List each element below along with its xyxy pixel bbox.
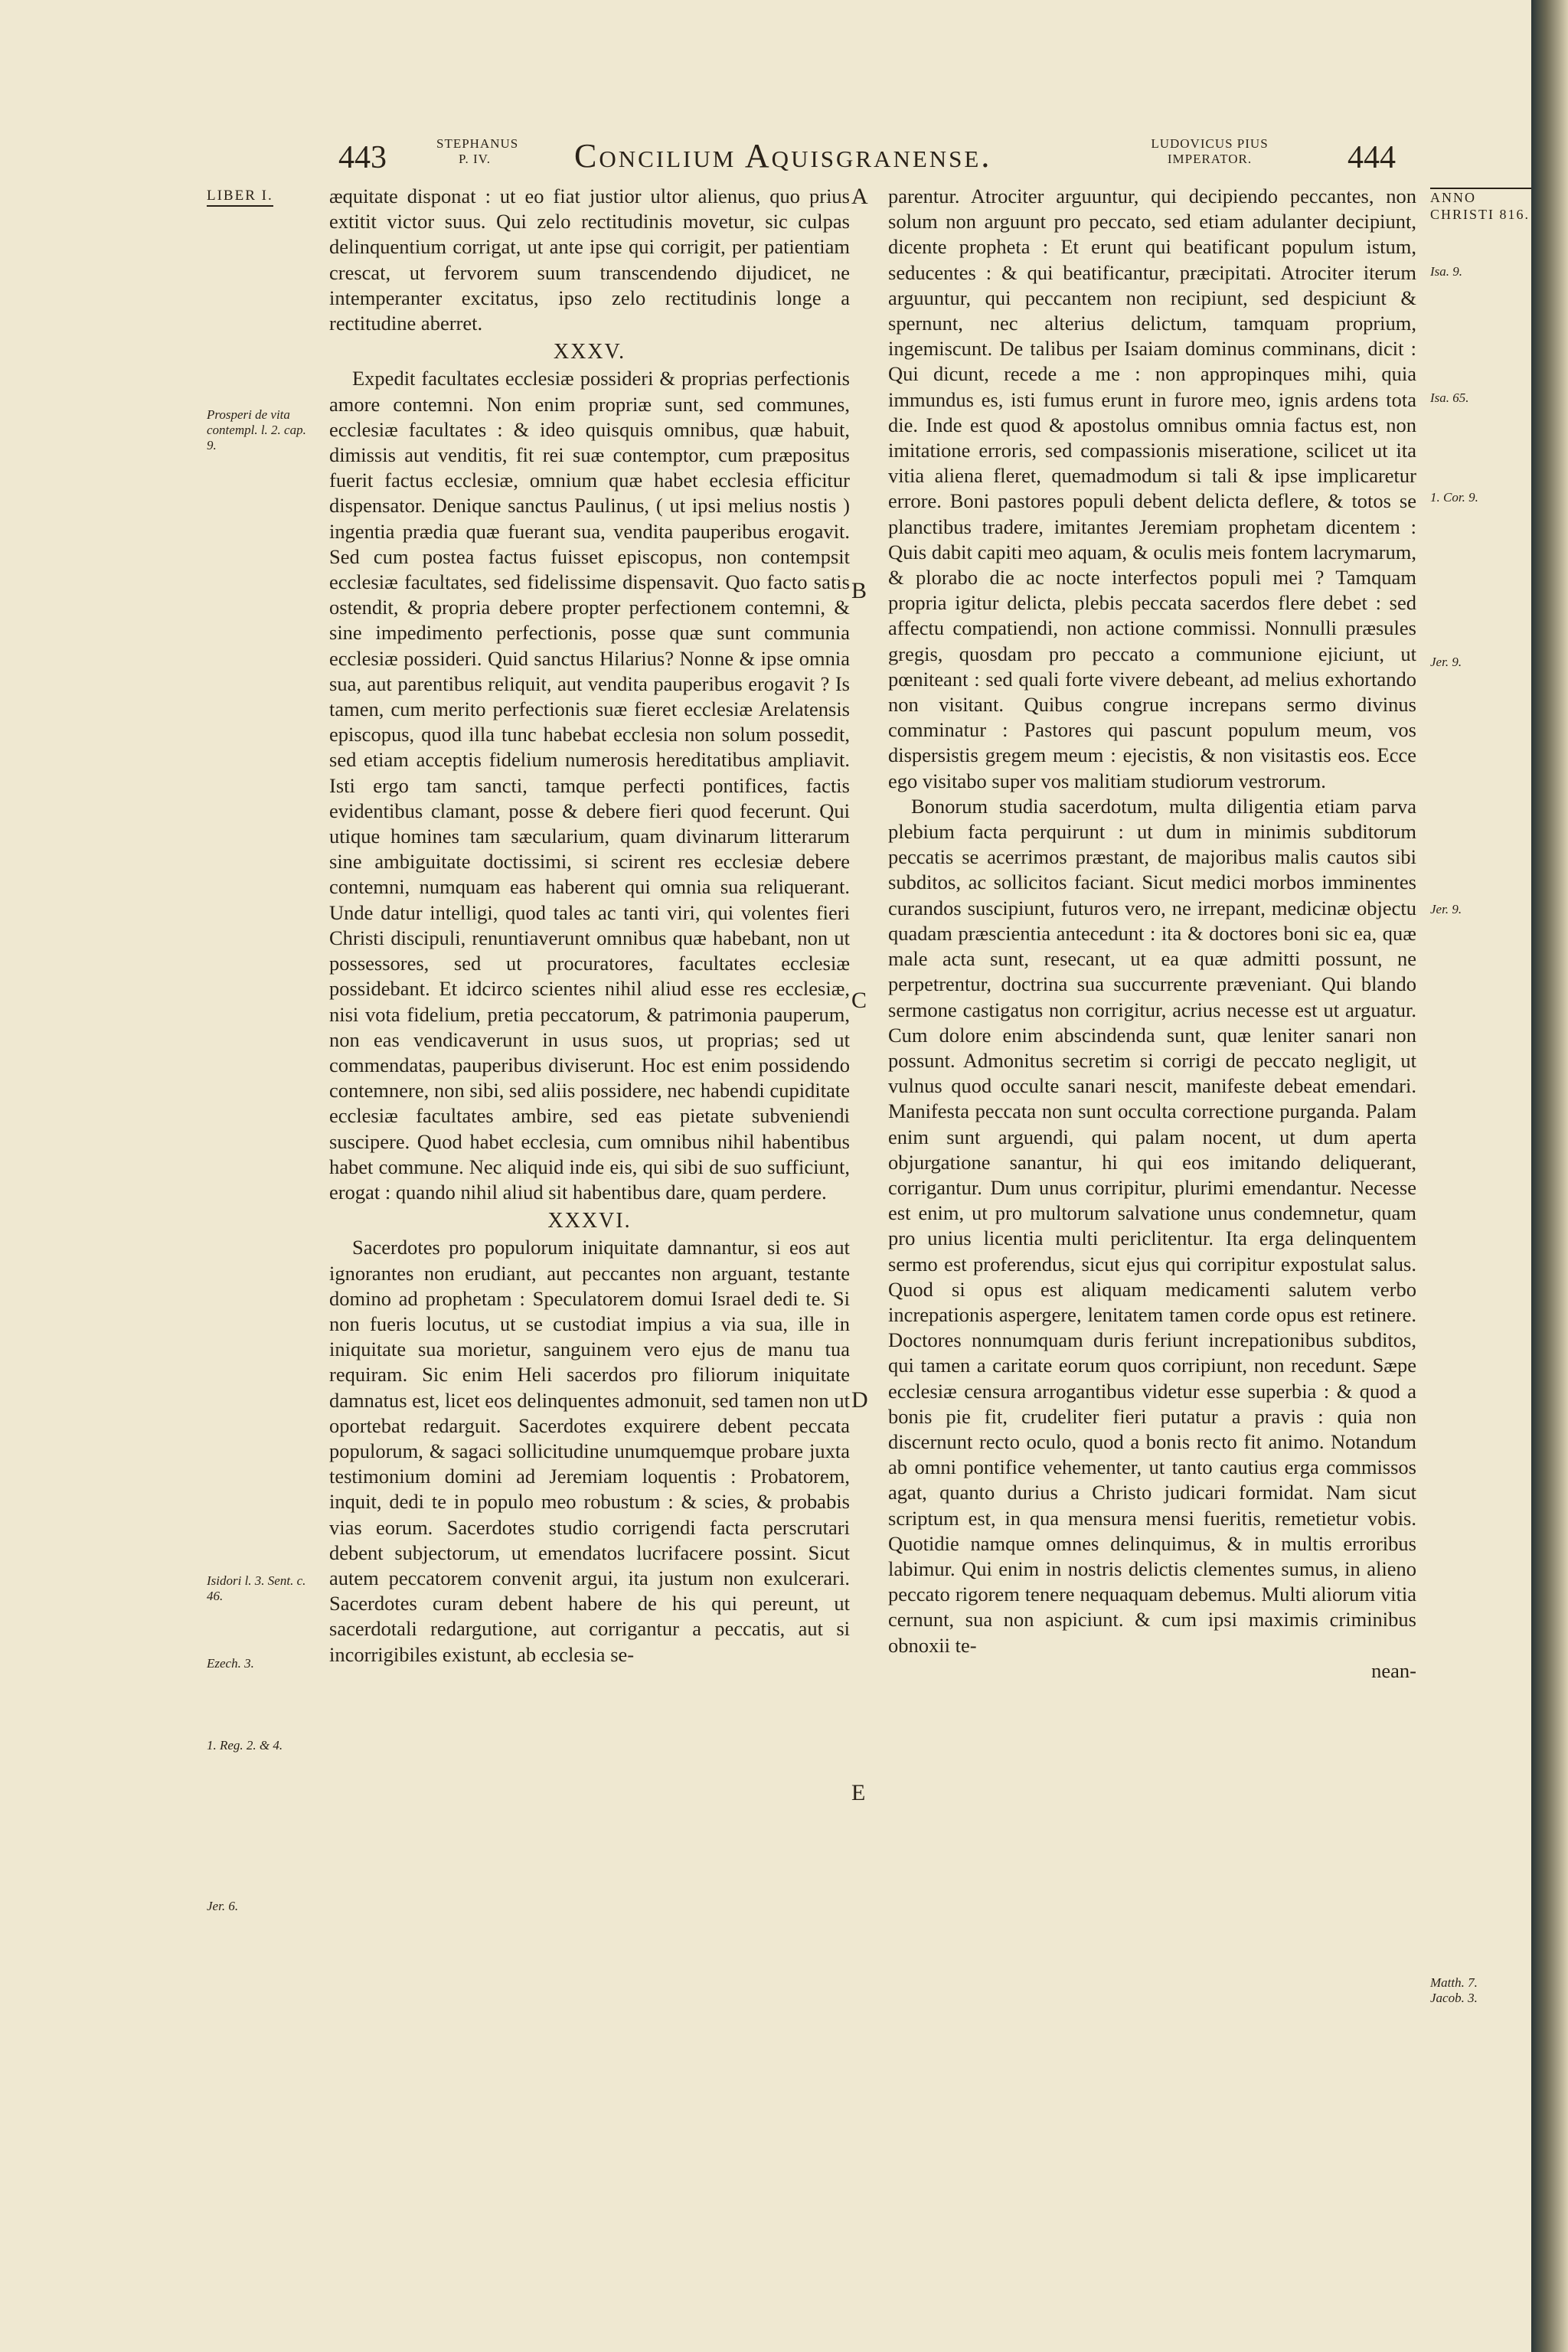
margin-note-isidori: Isidori l. 3. Sent. c. 46.: [207, 1573, 306, 1603]
page-number-left: 443: [338, 140, 387, 175]
right-column: [888, 184, 1416, 1684]
right-paragraph-2: Bonorum studia sacerdotum, multa diligentia etiam parva plebium facta perquirunt : ut dum in minimis subditorum peccatis se acerrimos præstant, de majoribus malis cautos sibi subditos, ac sollicitos faciant. Sicut medici morbos imminentes curandos suscipiunt, futuros vero, ne irrepant, medicinæ objectu quadam præscientia antecedunt : ita & doctores boni sic ea, quæ male acta sunt, resecant, ut ea quæ admitti possunt, ne perpetrentur, doctrina sua succurrente præveniant. Qui blando sermone castigatus non corrigitur, acrius necesse est ut arguatur. Cum dolore enim abscindenda sunt, quæ leniter sanari non possunt. Admonitus secretim si corrigi de peccato negligit, ut vulnus quod occulte sanari nescit, manifeste debeat emendari. Manifesta peccata non sunt occulta correctione purganda. Palam enim sunt arguendi, qui palam nocent, ut dum aperta objurgatione sanantur, hi qui eos imitando deliquerant, corrigantur. Dum unus corripitur, plurimi emendantur. Necesse est enim, ut pro multorum salvatione unus condemnetur, quam pro unius licentia multi periclitentur. Ita erga delinquentem sermo est proferendus, sicut ejus qui corripitur expostulat salus. Quod si opus est aliquam medicamenti salutem verbo increpationis aspergere, lenitatem tamen corde opus est retinere. Doctores nonnumquam duris feriunt increpationibus subditos, qui tamen a caritate eorum quos corripiunt, non recedunt. Sæpe ecclesiæ censura arrogantibus videtur esse superbia : & quod a bonis pie fit, crudeliter fieri putatur a pravis : quia non discernunt recto oculo, quod a bonis recto fit animo. Notandum ab omni pontifice vehementer, ut tanto cautius erga commissos agat, quanto durius a Christo judicari formidat. Nam sicut scriptum est, in qua mensura mensi fueritis, remetietur vobis. Quotidie namque omnes delinquimus, & in multis erroribus labimur. Qui enim in nostris delictis clementes sumus, in alieno peccato rigorem tenere nequaquam debemus. Multi aliorum vitia cernunt, sua non aspiciunt. & cum ipsi maximis criminibus obnoxii te-: [888, 794, 1416, 1657]
margin-note-ezech: Ezech. 3.: [207, 1656, 254, 1671]
left-column: [329, 184, 850, 1668]
margin-note-isa9: Isa. 9.: [1430, 264, 1463, 279]
section-letter-e: E: [851, 1780, 866, 1805]
left-paragraph-xxxvi: Sacerdotes pro populorum iniquitate damnantur, si eos aut ignorantes non erudiant, aut peccantes non arguant, testante domino ad prophetam : Speculatorem domui Israel dedi te. Si non fueris locutus, ut se custodiat impius a via sua, ille in iniquitate sua morietur, sanguinem vero ejus de manu tua requiram. Sic enim Heli sacerdos pro filiorum iniquitate damnatus est, licet eos delinquentes admonuit, sed tamen non ut oportebat redarguit. Sacerdotes exquirere debent peccata populorum, & sagaci sollicitudine unumquemque probare juxta testimonium domini ad Jeremiam loquentis : Probatorem, inquit, dedi te in populo meo robustum : & scies, & probabis vias eorum. Sacerdotes studio corrigendi facta perscrutari debent subjectorum, ut emendatos lucrifacere possint. Sicut autem peccatorem convenit argui, ita justum non exulcerari. Sacerdotes curam debent habere de his qui pereunt, ut sacerdotali redargutione, aut corrigantur a peccatis, aut si incorrigibiles existunt, ab ecclesia se-: [329, 1236, 850, 1666]
margin-note-isa65: Isa. 65.: [1430, 390, 1469, 405]
margin-note-matth: Matth. 7. Jacob. 3.: [1430, 1975, 1478, 2005]
left-paragraph-xxxv: Expedit facultates ecclesiæ possideri & proprias perfectionis amore contemni. Non enim propriæ sunt, sed communes, ecclesiæ facultates : & ideo quisquis omnibus, quæ habuit, dimissis aut venditis, fit rei suæ contemptor, cum præpositus fuerit factus ecclesiæ, omnium quæ habet ecclesia efficitur dispensator. Denique sanctus Paulinus, ( ut ipsi melius nostis ) ingentia prædia quæ fuerant sua, vendita pauperibus erogavit. Sed cum postea factus fuisset episcopus, non contempsit ecclesiæ facultates, sed fidelissime dispensavit. Quo facto satis ostendit, & propria debere propter perfectionem contemni, & sine impedimento perfectionis, posse quæ sunt communia ecclesiæ possideri. Quid sanctus Hilarius? Nonne & ipse omnia sua, aut parentibus reliquit, aut vendita pauperibus erogavit ? Is tamen, cum merito perfectionis suæ fieret ecclesiæ Arelatensis episcopus, quod illa tunc habebat ecclesia non solum possedit, sed etiam acceptis fidelium numerosis hereditatibus ampliavit. Isti ergo tam sancti, tamque perfecti pontifices, factis evidentibus clamant, posse & debere fieri quod fecerunt. Qui utique homines tam sæcularium, quam divinarum litterarum sine ambiguitate doctissimi, si scirent res ecclesiæ debere contemni, numquam eas haberent qui omnia sua reliquerant. Unde datur intelligi, quod tales ac tanti viri, qui volentes fieri Christi discipuli, renuntiaverunt omnibus quæ habebant, non ut possessores, sed ut procuratores, facultates ecclesiæ possidebant. Et idcirco scientes nihil aliud esse res ecclesiæ, nisi vota fidelium, pretia peccatorum, & patrimonia pauperum, non eas vendicaverunt in usus suos, ut proprias; sed ut commendatas, pauperibus diviserunt. Hoc est enim possidendo contemnere, non sibi, sed aliis possidere, nec habendi cupiditate ecclesiæ facultates ambire, sed eas pietate subveniendi suscipere. Quod habet ecclesia, cum omnibus nihil habentibus habet commune. Nec aliquid inde eis, qui sibi de suo sufficiunt, erogat : quando nihil aliud sit habentibus dare, quam perdere.: [329, 367, 850, 1204]
right-paragraph-1: parentur. Atrociter arguuntur, qui decipiendo peccantes, non solum non arguunt pro peccato, sed etiam adulanter decipiunt, dicente propheta : Et erunt qui beatificant populum istum, seducentes : & qui beatificantur, præcipitati. Atrociter iterum arguuntur, qui peccantem non recipiunt, sed despiciunt & spernunt, nec alterius delictum, tamquam proprium, ingemiscunt. De talibus per Isaiam dominus comminans, dicit : Qui dicunt, recede a me : non appropinques mihi, quia immundus es, isti fumus erunt in furore meo, ignis ardens tota die. Inde est quod & apostolus omnibus omnia factus est, non imitatione erroris, sed compassionis miseratione, scilicet ut ita vitia aliena fleret, quemadmodum si tali & ipse implicaretur errore. Boni pastores populi debent delicta deflere, & totos se planctibus tradere, imitantes Jeremiam prophetam dicentem : Quis dabit capiti meo aquam, & oculis meis fontem lacrymarum, & plorabo die ac nocte interfectos populi mei ? Tamquam propria igitur delicta, plebis peccata sacerdos flere debet : sed affectu compatiendi, non actione commissi. Nonnulli præsules gregis, quosdam pro peccato a communione ejiciunt, ut pœniteant : sed quali forte vivere debeant, ad melius exhortando non visitant. Quibus congrue increpans sermo divinus comminatur : Pastores qui pascunt populum meum, vos dispersistis gregem meum : ejecistis, & non visitastis eos. Ecce ego visitabo super vos malitiam studiorum vestrorum.: [888, 185, 1416, 792]
margin-note-cor9: 1. Cor. 9.: [1430, 490, 1478, 505]
catchword: nean-: [1371, 1658, 1416, 1682]
running-head-left: STEPHANUS P. IV.: [436, 136, 519, 166]
page-title: Concilium Aquisgranense.: [574, 137, 992, 175]
section-letter-d: D: [851, 1387, 868, 1413]
margin-note-prosper: Prosperi de vita contempl. l. 2. cap. 9.: [207, 407, 306, 452]
chapter-heading-xxxv: XXXV.: [553, 340, 626, 364]
margin-note-jer9b: Jer. 9.: [1430, 902, 1462, 916]
adjacent-page-edge: [1531, 0, 1568, 2352]
margin-note-jer9a: Jer. 9.: [1430, 655, 1462, 669]
running-head-right: LUDOVICUS PIUS IMPERATOR.: [1151, 136, 1269, 166]
margin-note-reg: 1. Reg. 2. & 4.: [207, 1738, 283, 1753]
section-letter-a: A: [851, 184, 868, 209]
margin-note-jer-left: Jer. 6.: [207, 1899, 239, 1913]
page-header: [329, 130, 1493, 184]
margin-anno: ANNO CHRISTI 816.: [1430, 188, 1531, 223]
chapter-heading-xxxvi: XXXVI.: [547, 1209, 632, 1233]
margin-liber: LIBER I.: [207, 188, 273, 207]
section-letter-b: B: [851, 578, 867, 603]
left-intro-paragraph: æquitate disponat : ut eo fiat justior ultor alienus, quo prius extitit victor suus. Qui zelo rectitudinis movetur, sic culpas delinquentium corrigat, ut ante ipse qui corrigit, per patientiam crescat, ut fervorem suum transcendendo dijudicet, ne intemperanter excitatus, ipso zelo rectitudinis longe a rectitudine aberret.: [329, 185, 850, 335]
page-number-right: 444: [1348, 140, 1396, 175]
section-letter-c: C: [851, 988, 867, 1013]
